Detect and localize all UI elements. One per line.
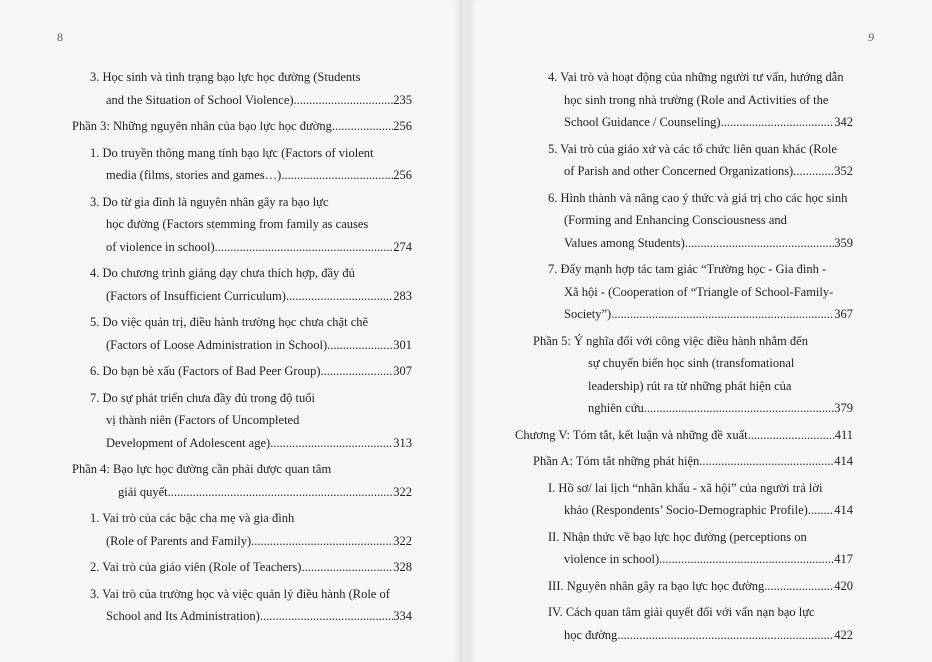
toc-entry-line	[515, 111, 853, 134]
toc-entry-line	[72, 387, 412, 410]
toc-entry-line	[515, 160, 853, 183]
page-number: 8	[57, 30, 63, 44]
toc-entry-text: học đường (Factors stemming from family as causes	[106, 217, 369, 231]
toc-entry-text: Chương V: Tóm tắt, kết luận và những đề xuất	[515, 427, 748, 442]
toc-page-number: 414	[834, 503, 853, 517]
toc-page-number: 274	[393, 239, 412, 254]
dot-leader	[281, 164, 393, 187]
toc-entry-line	[515, 499, 853, 522]
dot-leader	[644, 397, 835, 420]
toc-entry-text: 6. Do bạn bè xấu (Factors of Bad Peer Group)	[90, 364, 321, 378]
toc-entry-line	[515, 303, 853, 326]
toc-entry-line	[515, 352, 853, 375]
toc-entry-text: 6. Hình thành và nâng cao ý thức và giá trị cho các học sinh	[548, 190, 848, 205]
toc-page-number: 301	[393, 337, 412, 352]
toc-entry-text: 4. Do chương trình giảng dạy chưa thích hợp, đầy đủ	[90, 266, 355, 280]
toc-entry-text: Phần 3: Những nguyên nhân của bạo lực học đường	[72, 119, 332, 133]
toc-entry-text: Society”)	[564, 307, 612, 321]
entry-spacer	[72, 628, 412, 632]
toc-page-number: 322	[393, 484, 412, 499]
toc-entry-line	[515, 424, 853, 447]
toc-page-number: 235	[393, 92, 412, 107]
toc-entry-text: học sinh trong nhà trường (Role and Activities of the	[564, 92, 829, 107]
toc-entry	[72, 115, 412, 138]
toc-entry-text: 3. Do từ gia đình là nguyên nhân gây ra bạo lực	[90, 194, 329, 209]
toc-entry-line	[515, 450, 853, 473]
toc-page-number: 322	[393, 533, 412, 548]
toc-entry-text: Development of Adolescent age)	[106, 435, 271, 450]
toc-entry-line	[72, 89, 412, 112]
toc-entry-text: I. Hồ sơ/ lai lịch “nhân khẩu - xã hội” của người trả lời	[548, 480, 823, 495]
dot-leader	[251, 530, 393, 553]
toc-entry	[72, 387, 412, 455]
toc-page-number: 420	[834, 578, 853, 593]
toc-entry-line	[515, 330, 853, 353]
table-of-contents-right	[515, 66, 853, 650]
dot-leader	[808, 499, 834, 522]
toc-entry	[72, 66, 412, 111]
table-of-contents-left	[72, 66, 412, 632]
toc-entry-text: 5. Do việc quản trị, điều hành trường học chưa chặt chẽ	[90, 315, 369, 329]
dot-leader	[332, 115, 393, 138]
toc-entry-text: 3. Học sinh và tình trạng bạo lực học đường (Students	[90, 70, 361, 84]
toc-entry-line	[515, 232, 853, 255]
toc-entry-line	[72, 285, 412, 308]
toc-page-number: 367	[834, 307, 853, 321]
toc-entry-line	[72, 164, 412, 187]
toc-entry-line	[72, 481, 412, 504]
dot-leader	[260, 605, 393, 628]
dot-leader	[294, 89, 394, 112]
toc-entry-text: khảo (Respondents’ Socio-Demographic Profile)	[564, 503, 808, 517]
toc-page-number: 256	[393, 119, 412, 133]
toc-entry	[515, 138, 853, 183]
toc-entry-text: School and Its Administration)	[106, 609, 260, 623]
dot-leader	[748, 424, 835, 447]
toc-entry	[72, 507, 412, 552]
toc-page-number: 283	[393, 288, 412, 303]
toc-entry	[515, 477, 853, 522]
toc-entry	[515, 187, 853, 255]
toc-entry	[72, 311, 412, 356]
toc-entry-line	[515, 548, 853, 571]
toc-entry	[72, 458, 412, 503]
toc-page-number: 417	[834, 552, 853, 566]
toc-entry-line	[72, 409, 412, 432]
toc-entry-line	[72, 236, 412, 259]
toc-entry	[515, 258, 853, 326]
dot-leader	[659, 548, 834, 571]
toc-entry-line	[72, 262, 412, 285]
toc-entry-text: sự chuyển biến học sinh (transfomational	[588, 356, 795, 370]
toc-entry-line	[515, 209, 853, 232]
toc-entry-text: 3. Vai trò của trường học và việc quản lý điều hành (Role of	[90, 586, 390, 601]
page-number: 9	[868, 30, 874, 44]
toc-entry-line	[72, 605, 412, 628]
dot-leader	[611, 303, 834, 326]
toc-entry	[72, 142, 412, 187]
toc-entry-text: of violence in school)	[106, 239, 215, 254]
dot-leader	[168, 481, 394, 504]
toc-entry-text: (Role of Parents and Family)	[106, 533, 252, 548]
toc-entry-text: Phần 4: Bạo lực học đường cần phải được quan tâm	[72, 462, 332, 476]
dot-leader	[327, 334, 393, 357]
dot-leader	[764, 575, 834, 598]
dot-leader	[286, 285, 393, 308]
toc-entry	[72, 360, 412, 383]
toc-entry-line	[515, 397, 853, 420]
toc-entry-text: of Parish and other Concerned Organizations)	[564, 164, 794, 178]
toc-entry-line	[72, 583, 412, 606]
toc-entry-text: III. Nguyên nhân gây ra bạo lực học đường	[548, 578, 765, 593]
toc-page-number: 256	[393, 168, 412, 182]
dot-leader	[793, 160, 834, 183]
toc-entry	[515, 575, 853, 598]
toc-entry-text: School Guidance / Counseling)	[564, 115, 721, 129]
toc-entry	[72, 556, 412, 579]
toc-entry-line	[515, 477, 853, 500]
toc-entry-line	[515, 187, 853, 210]
toc-page-number: 342	[834, 115, 853, 129]
toc-entry-line	[72, 556, 412, 579]
toc-entry-line	[515, 66, 853, 89]
toc-entry-text: Values among Students)	[564, 235, 685, 250]
toc-entry-text: IV. Cách quan tâm giải quyết đối với vấn nạn bạo lực	[548, 605, 815, 619]
entry-spacer	[515, 646, 853, 650]
toc-page-number: 328	[393, 560, 412, 574]
toc-entry	[72, 262, 412, 307]
toc-entry-text: giải quyết	[118, 484, 168, 499]
dot-leader	[617, 624, 834, 647]
toc-page-number: 352	[834, 164, 853, 178]
dot-leader	[321, 360, 394, 383]
dot-leader	[699, 450, 834, 473]
toc-entry	[515, 601, 853, 646]
toc-entry-line	[515, 601, 853, 624]
toc-entry-line	[72, 66, 412, 89]
toc-page-number: 307	[393, 364, 412, 378]
toc-page-number: 313	[393, 435, 412, 450]
toc-entry-line	[72, 360, 412, 383]
toc-entry-text: 2. Vai trò của giáo viên (Role of Teachers)	[90, 560, 302, 574]
toc-entry-line	[515, 375, 853, 398]
toc-entry-line	[515, 526, 853, 549]
toc-entry-text: 7. Đẩy mạnh hợp tác tam giác “Trường học - Gia đình -	[548, 262, 827, 276]
toc-entry-line	[72, 530, 412, 553]
toc-entry-line	[515, 575, 853, 598]
toc-entry-text: (Factors of Loose Administration in School)	[106, 337, 328, 352]
toc-entry-text: Phần A: Tóm tắt những phát hiện	[533, 454, 700, 468]
toc-entry-text: 4. Vai trò và hoạt động của những người tư vấn, hướng dẫn	[548, 70, 844, 84]
toc-entry	[72, 583, 412, 628]
dot-leader	[301, 556, 393, 579]
toc-entry	[515, 66, 853, 134]
toc-entry	[515, 450, 853, 473]
toc-entry-text: (Factors of Insufficient Curriculum)	[106, 288, 286, 303]
left-page	[0, 0, 462, 662]
toc-entry-line	[515, 624, 853, 647]
toc-entry-text: học đường	[564, 627, 618, 642]
toc-entry-text: II. Nhận thức về bạo lực học đường (perceptions on	[548, 529, 807, 544]
toc-entry-text: Xã hội - (Cooperation of “Triangle of School-Family-	[564, 284, 834, 299]
toc-entry-text: Phần 5: Ý nghĩa đối với công việc điều hành nhằm đến	[533, 333, 808, 348]
toc-entry-line	[72, 334, 412, 357]
toc-entry-line	[72, 458, 412, 481]
toc-entry-line	[72, 213, 412, 236]
toc-entry-line	[72, 507, 412, 530]
toc-entry	[515, 424, 853, 447]
toc-entry-text: (Forming and Enhancing Consciousness and	[564, 213, 787, 227]
toc-entry-line	[72, 191, 412, 214]
toc-entry-text: and the Situation of School Violence)	[106, 92, 294, 107]
dot-leader	[270, 432, 393, 455]
toc-entry-text: vị thành niên (Factors of Uncompleted	[106, 413, 300, 427]
dot-leader	[215, 236, 394, 259]
dot-leader	[721, 111, 835, 134]
toc-page-number: 334	[393, 609, 412, 623]
toc-entry-line	[515, 138, 853, 161]
toc-entry-line	[515, 258, 853, 281]
toc-entry	[72, 191, 412, 259]
toc-entry-text: 7. Do sự phát triển chưa đầy đủ trong độ tuổi	[90, 390, 315, 405]
toc-entry-line	[72, 311, 412, 334]
toc-entry-text: media (films, stories and games…)	[106, 168, 282, 182]
toc-page-number: 411	[834, 427, 853, 442]
toc-entry-text: leadership) rút ra từ những phát hiện của	[588, 378, 792, 393]
toc-entry-text: 5. Vai trò của giáo xứ và các tổ chức liên quan khác (Role	[548, 141, 837, 156]
toc-entry	[515, 526, 853, 571]
toc-page-number: 379	[834, 401, 853, 415]
toc-entry-line	[515, 281, 853, 304]
toc-entry	[515, 330, 853, 420]
toc-entry-line	[515, 89, 853, 112]
toc-entry-text: 1. Do truyền thông mang tính bạo lực (Factors of violent	[90, 145, 374, 160]
toc-entry-text: violence in school)	[564, 552, 660, 566]
toc-entry-text: 1. Vai trò của các bậc cha mẹ và gia đình	[90, 511, 295, 525]
toc-entry-line	[72, 115, 412, 138]
toc-page-number: 359	[834, 235, 853, 250]
toc-entry-line	[72, 142, 412, 165]
toc-entry-text: nghiên cứu	[588, 401, 644, 415]
toc-page-number: 422	[834, 627, 853, 642]
toc-page-number: 414	[834, 454, 853, 468]
dot-leader	[685, 232, 834, 255]
toc-entry-line	[72, 432, 412, 455]
